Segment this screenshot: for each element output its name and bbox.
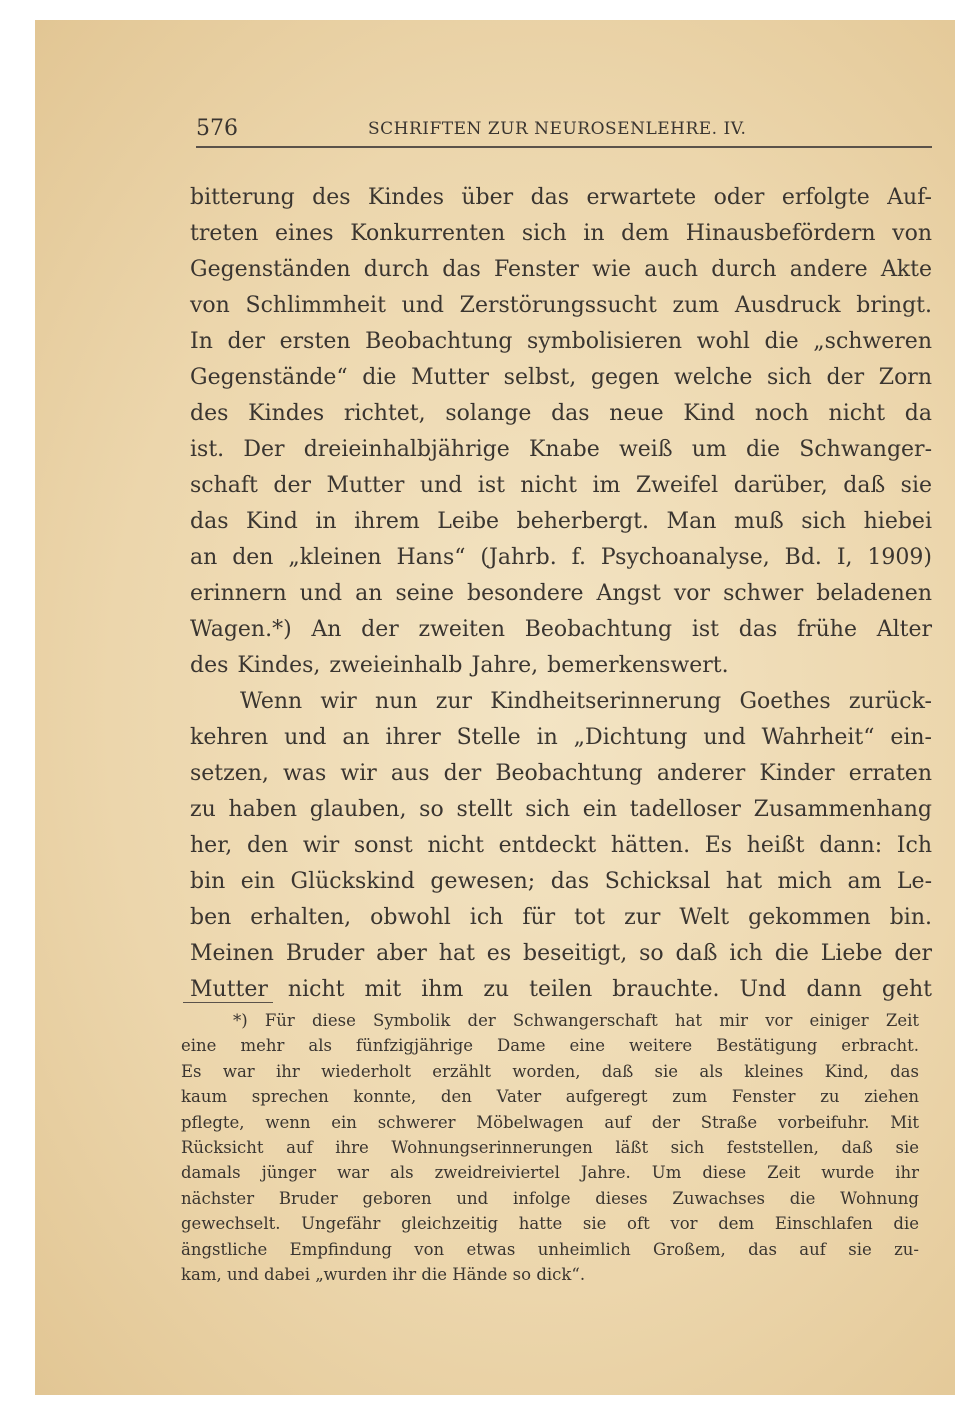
footnote-rule — [183, 1002, 273, 1003]
text-line: von Schlimmheit und Zerstörungssucht zum Ausdruck bringt. — [190, 293, 932, 318]
text-line: setzen, was wir aus der Beobachtung anderer Kinder erraten — [190, 761, 932, 786]
footnote-line: ängstliche Empfindung von etwas unheimlich Großem, das auf sie zu- — [181, 1239, 919, 1259]
text-line: kehren und an ihrer Stelle in „Dichtung und Wahrheit“ ein- — [190, 725, 932, 750]
text-line: Wenn wir nun zur Kindheitserinnerung Goethes zurück- — [240, 689, 932, 714]
text-line: an den „kleinen Hans“ (Jahrb. f. Psychoanalyse, Bd. I, 1909) — [190, 545, 932, 570]
running-title: SCHRIFTEN ZUR NEUROSENLEHRE. IV. — [368, 119, 747, 139]
footnote-line: pflegte, wenn ein schwerer Möbelwagen auf der Straße vorbeifuhr. Mit — [181, 1112, 919, 1132]
footnote-line: nächster Bruder geboren und infolge dieses Zuwachses die Wohnung — [181, 1188, 919, 1208]
text-line: schaft der Mutter und ist nicht im Zweifel darüber, daß sie — [190, 473, 932, 498]
text-line: In der ersten Beobachtung symbolisieren wohl die „schweren — [190, 329, 932, 354]
main-text — [190, 180, 932, 1008]
text-line: erinnern und an seine besondere Angst vor schwer beladenen — [190, 581, 932, 606]
footnote-line: Es war ihr wiederholt erzählt worden, daß sie als kleines Kind, das — [181, 1061, 919, 1081]
text-line: Gegenständen durch das Fenster wie auch durch andere Akte — [190, 257, 932, 282]
page-number: 576 — [196, 116, 238, 141]
text-line: das Kind in ihrem Leibe beherbergt. Man muß sich hiebei — [190, 509, 932, 534]
text-line: zu haben glauben, so stellt sich ein tadelloser Zusammenhang — [190, 797, 932, 822]
footnote-line: gewechselt. Ungefähr gleichzeitig hatte sie oft vor dem Einschlafen die — [181, 1214, 919, 1234]
text-line: ist. Der dreieinhalbjährige Knabe weiß um die Schwanger- — [190, 437, 932, 462]
running-header — [196, 116, 932, 148]
footnote — [181, 1008, 919, 1287]
text-line: des Kindes, zweieinhalb Jahre, bemerkenswert. — [190, 653, 729, 678]
text-line: des Kindes richtet, solange das neue Kind noch nicht da — [190, 401, 932, 426]
text-line: Meinen Bruder aber hat es beseitigt, so daß ich die Liebe der — [190, 941, 932, 966]
text-line: Wagen.*) An der zweiten Beobachtung ist das frühe Alter — [190, 617, 932, 642]
footnote-line: kaum sprechen konnte, den Vater aufgeregt zum Fenster zu ziehen — [181, 1087, 919, 1107]
footnote-line: kam, und dabei „wurden ihr die Hände so dick“. — [181, 1264, 586, 1284]
text-line: treten eines Konkurrenten sich in dem Hinausbefördern von — [190, 221, 932, 246]
text-line: her, den wir sonst nicht entdeckt hätten. Es heißt dann: Ich — [190, 833, 932, 858]
text-line: bitterung des Kindes über das erwartete oder erfolgte Auf- — [190, 185, 932, 210]
text-line: Gegenstände“ die Mutter selbst, gegen welche sich der Zorn — [190, 365, 932, 390]
footnote-line: eine mehr als fünfzigjährige Dame eine weitere Bestätigung erbracht. — [181, 1036, 919, 1056]
text-line: ben erhalten, obwohl ich für tot zur Welt gekommen bin. — [190, 905, 932, 930]
text-line: Mutter nicht mit ihm zu teilen brauchte. Und dann geht — [190, 977, 932, 1002]
footnote-line: *) Für diese Symbolik der Schwangerschaft hat mir vor einiger Zeit — [233, 1011, 919, 1030]
text-line: bin ein Glückskind gewesen; das Schicksal hat mich am Le- — [190, 869, 932, 894]
footnote-line: Rücksicht auf ihre Wohnungserinnerungen läßt sich feststellen, daß sie — [181, 1137, 919, 1157]
footnote-line: damals jünger war als zweidreiviertel Jahre. Um diese Zeit wurde ihr — [181, 1163, 919, 1183]
